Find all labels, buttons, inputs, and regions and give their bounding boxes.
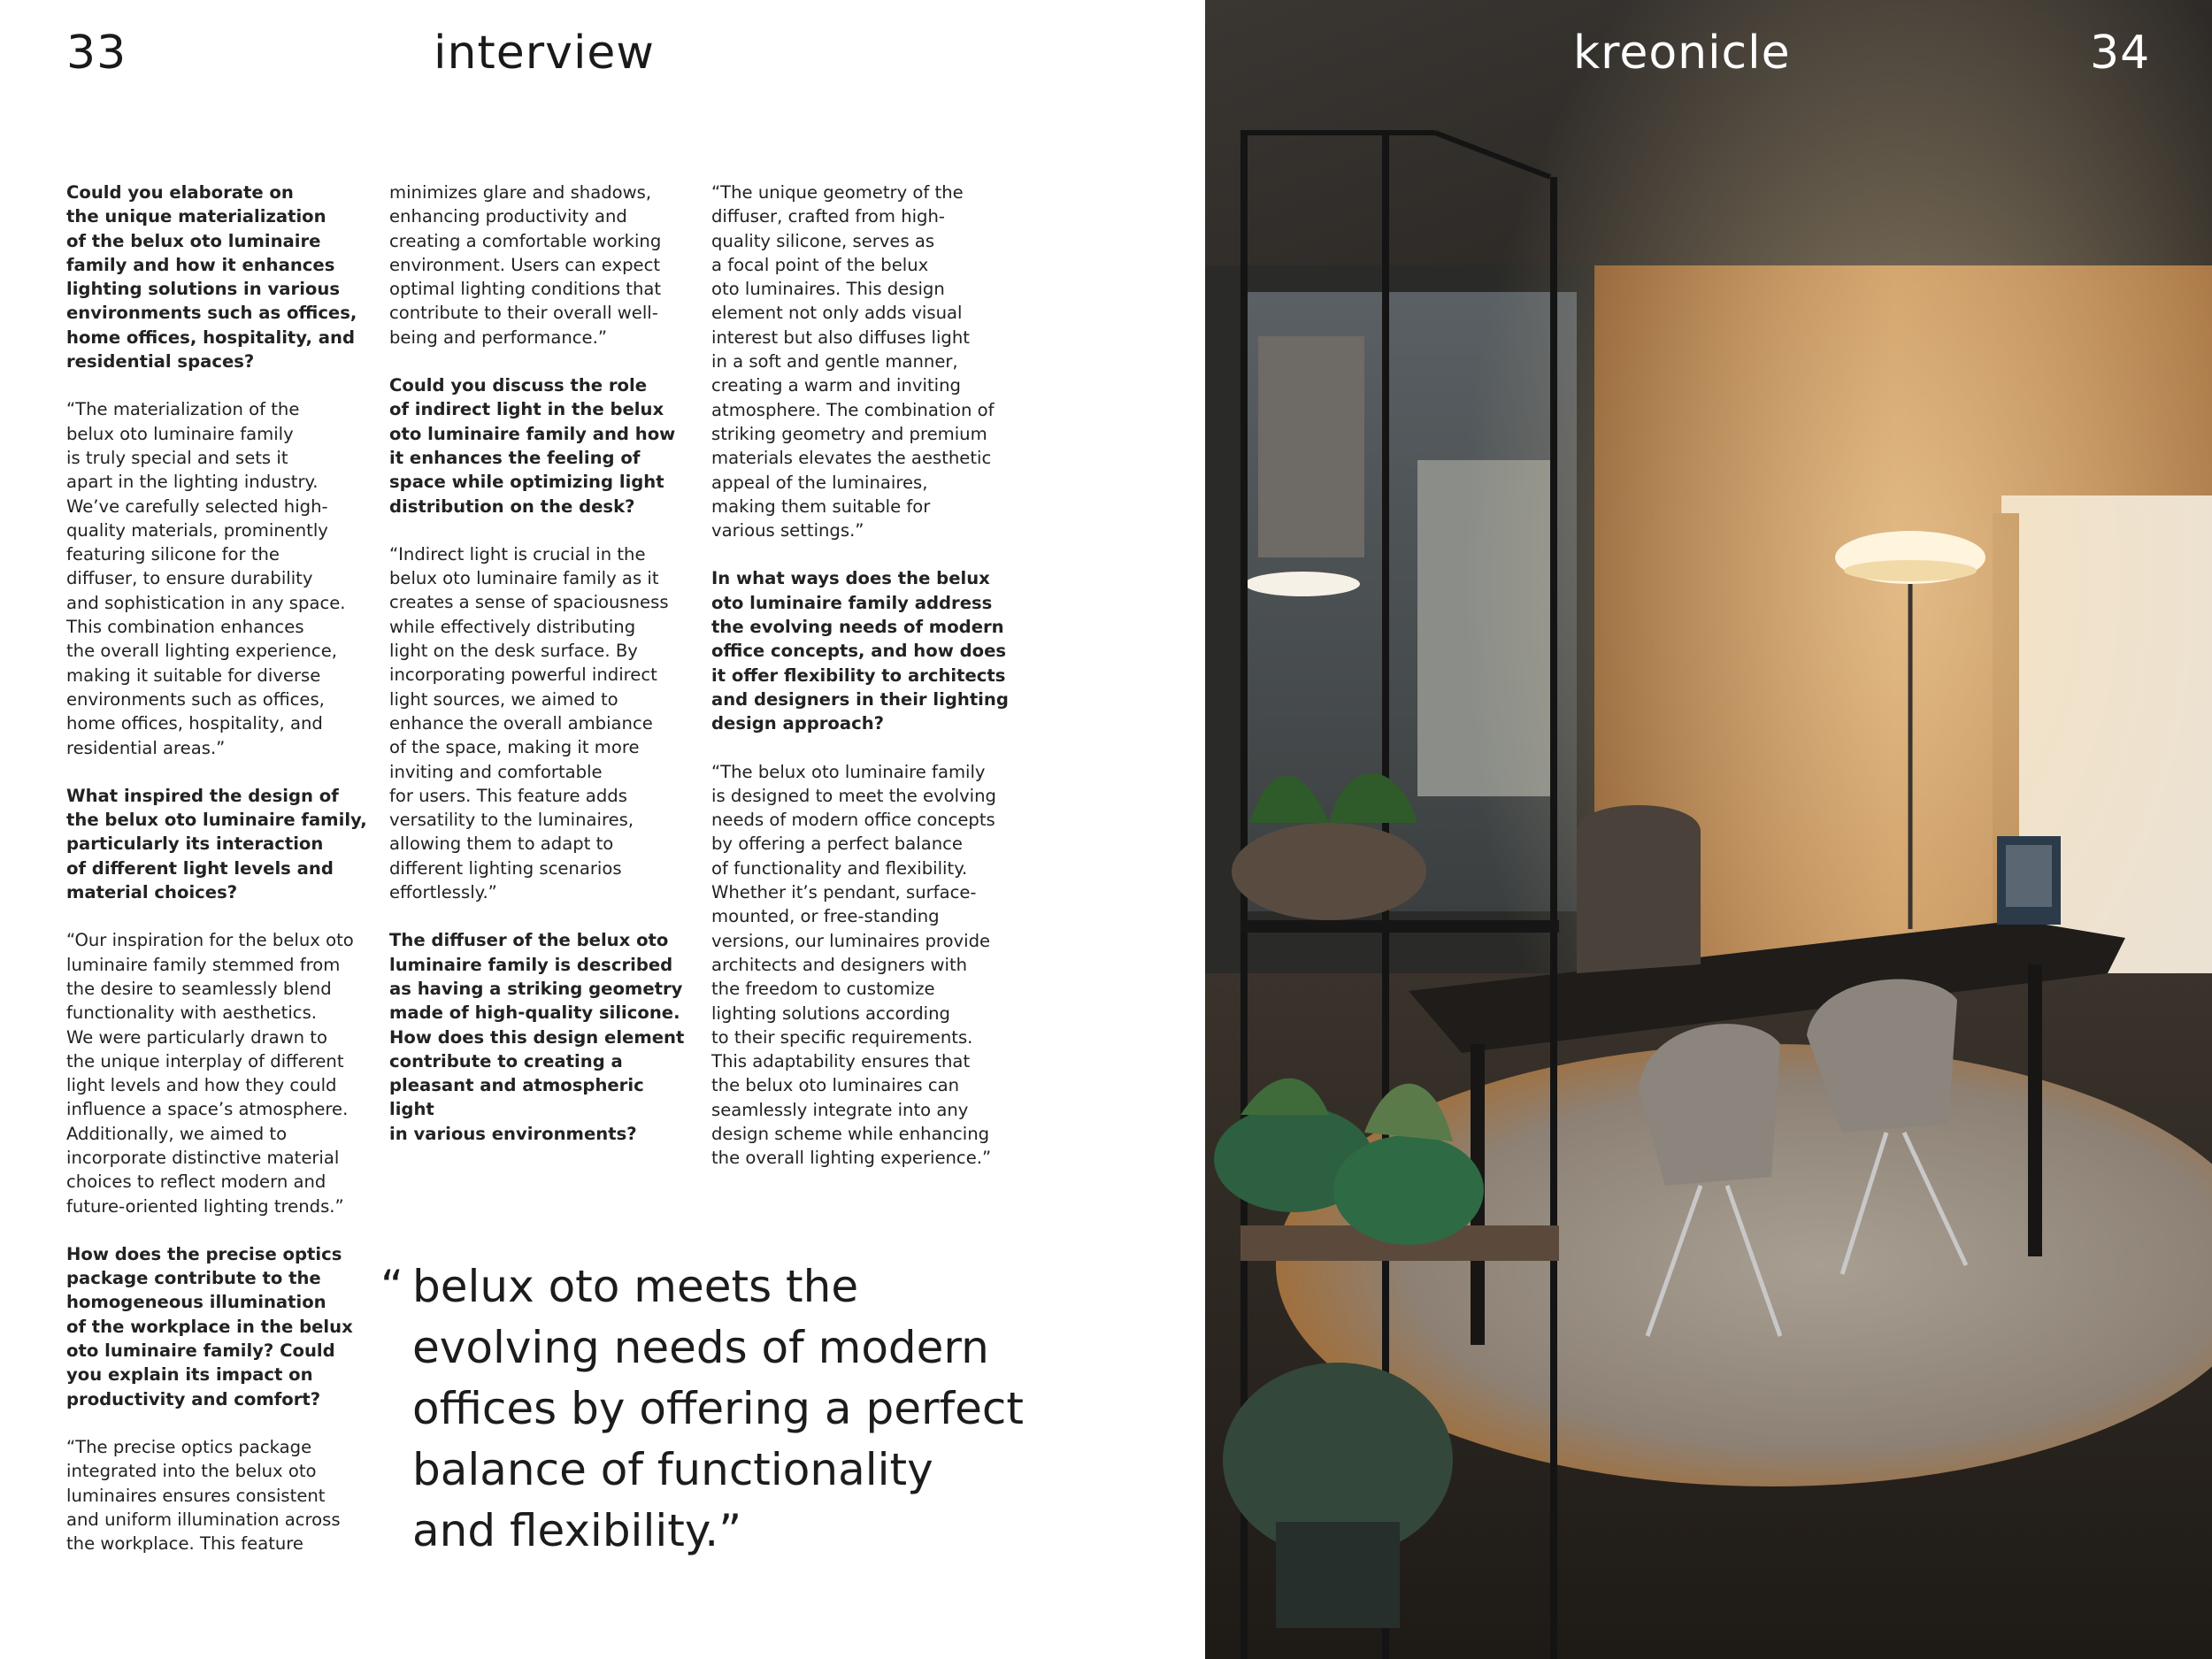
text-column-3 bbox=[711, 180, 1012, 1194]
text-column-2 bbox=[389, 180, 690, 1170]
interview-question: What inspired the design of the belux oto luminaire family, particularly its interaction of different light levels and material choices? bbox=[66, 785, 367, 903]
interview-answer: “The unique geometry of the diffuser, crafted from high- quality silicone, serves as a focal point of the belux oto luminaires. This design element not only adds visual interest but also diffuses light in a soft and gentle manner, creating a warm and inviting atmosphere. The combination of striking geometry and premium materials elevates the aesthetic appeal of the luminaires, making them suitable for various settings.” bbox=[711, 182, 995, 541]
interview-answer: “Our inspiration for the belux oto luminaire family stemmed from the desire to seamlessly blend functionality with aesthetics. We were particularly drawn to the unique interplay of different light levels and how they could influence a space’s atmosphere. Additionally, we aimed to incorporate distinctive material choices to reflect modern and future-oriented lighting trends.” bbox=[66, 930, 354, 1217]
interview-answer: minimizes glare and shadows, enhancing productivity and creating a comfortable working environment. Users can expect optimal lighting conditions that contribute to their overall well- being and performance.” bbox=[389, 182, 662, 348]
office-photo bbox=[1205, 0, 2212, 1659]
interview-answer: “The precise optics package integrated into the belux oto luminaires ensures consistent and uniform illumination across the workplace. This feature bbox=[66, 1436, 341, 1555]
interview-question: In what ways does the belux oto luminaire family address the evolving needs of modern office concepts, and how does it offer flexibility to architects and designers in their lighting design approach? bbox=[711, 568, 1009, 734]
text-column-1 bbox=[66, 180, 367, 1579]
right-page-number: 34 bbox=[2090, 27, 2151, 80]
pull-quote-text: belux oto meets the evolving needs of modern offices by offering a perfect balance of functionality and flexibility.” bbox=[412, 1261, 1024, 1556]
interview-answer: “The belux oto luminaire family is designed to meet the evolving needs of modern office concepts by offering a perfect balance of functionality and flexibility. Whether it’s pendant, surface- mounted, or free-standing versions, our luminaires provide architects and designers with the freedom to customize lighting solutions according to their specific requirements. This adaptability ensures that the belux oto luminaires can seamlessly integrate into any design scheme while enhancing the overall lighting experience.” bbox=[711, 761, 996, 1169]
interview-question: How does the precise optics package contribute to the homogeneous illumination of the workplace in the belux oto luminaire family? Could you explain its impact on productivity and comfort? bbox=[66, 1243, 353, 1409]
interview-answer: “The materialization of the belux oto luminaire family is truly special and sets it apart in the lighting industry. We’ve carefully selected high- quality materials, prominently featuring silicone for the diffuser, to ensure durability and sophistication in any space. This combination enhances the overall lighting experience, making it suitable for diverse environments such as offices, home offices, hospitality, and residential areas.” bbox=[66, 399, 346, 758]
interview-question: Could you elaborate on the unique materialization of the belux oto luminaire family and how it enhances lighting solutions in various environments such as offices, home offices, hospitality, and residential spaces? bbox=[66, 182, 357, 373]
quote-mark: “ bbox=[380, 1261, 403, 1312]
left-page-number: 33 bbox=[66, 27, 127, 80]
section-title: interview bbox=[434, 27, 655, 80]
interview-question: Could you discuss the role of indirect light in the belux oto luminaire family and how it enhances the feeling of space while optimizing light distribution on the desk? bbox=[389, 375, 676, 517]
interview-answer: “Indirect light is crucial in the belux oto luminaire family as it creates a sense of spaciousness while effectively distributing light on the desk surface. By incorporating powerful indirect light sources, we aimed to enhance the overall ambiance of the space, making it more inviting and comfortable for users. This feature adds versatility to the luminaires, allowing them to adapt to different lighting scenarios effortlessly.” bbox=[389, 543, 669, 903]
brand-name: kreonicle bbox=[1573, 27, 1791, 80]
interview-question: The diffuser of the belux oto luminaire family is described as having a striking geometry made of high-quality silicone. How does this design element contribute to creating a pleasant and atmospheric light in various environments? bbox=[389, 930, 685, 1144]
pull-quote bbox=[380, 1256, 1088, 1562]
